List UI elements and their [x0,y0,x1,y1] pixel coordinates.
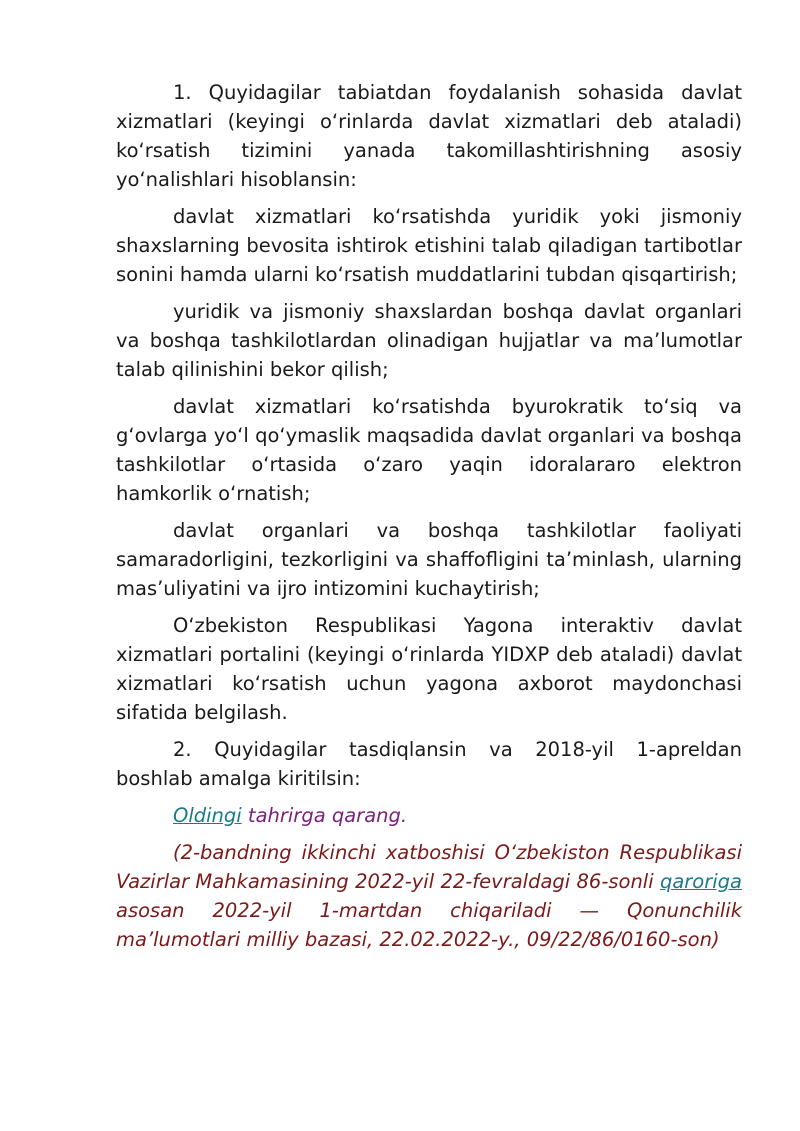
amendment-note-after: asosan 2022-yil 1-martdan chiqariladi — Qonunchilik ma’lumotlari milliy bazasi, 22.02.2022-y., 09/22/86/0160-son) [116,899,742,951]
previous-edition-note [116,801,742,830]
previous-edition-link[interactable]: Oldingi [173,804,242,827]
paragraph-4: davlat xizmatlari ko‘rsatishda byurokratik to‘siq va g‘ovlarga yo‘l qo‘ymaslik maqsadida davlat organlari va boshqa tashkilotlar o‘rtasida o‘zaro yaqin idoralararo elektron hamkorlik o‘rnatish; [116,395,742,505]
paragraph-7: 2. Quyidagilar tasdiqlansin va 2018-yil 1-apreldan boshlab amalga kiritilsin: [116,738,742,790]
paragraph-6: O‘zbekiston Respublikasi Yagona interaktiv davlat xizmatlari portalini (keyingi o‘rinlarda YIDXP deb ataladi) davlat xizmatlari ko‘rsatish uchun yagona axborot maydonchasi sifatida belgilash. [116,614,742,724]
resolution-link[interactable]: qaroriga [659,870,742,893]
amendment-note [116,838,742,954]
paragraph-2: davlat xizmatlari ko‘rsatishda yuridik yoki jismoniy shaxslarning bevosita ishtirok etishini talab qiladigan tartibotlar sonini hamda ularni ko‘rsatish muddatlarini tubdan qisqartirish; [116,205,742,286]
amendment-note-before: (2-bandning ikkinchi xatboshisi O‘zbekiston Respublikasi Vazirlar Mahkamasining 2022-yil 22-fevraldagi 86-sonli [116,841,742,893]
document-body [116,78,742,962]
previous-edition-text: tahrirga qarang. [241,804,408,827]
paragraph-1: 1. Quyidagilar tabiatdan foydalanish sohasida davlat xizmatlari (keyingi o‘rinlarda davlat xizmatlari deb ataladi) ko‘rsatish tizimini yanada takomillashtirishning asosiy yo‘nalishlari hisoblansin: [116,81,742,191]
paragraph-3: yuridik va jismoniy shaxslardan boshqa davlat organlari va boshqa tashkilotlardan olinadigan hujjatlar va ma’lumotlar talab qilinishini bekor qilish; [116,300,742,381]
paragraph-5: davlat organlari va boshqa tashkilotlar faoliyati samaradorligini, tezkorligini va shaffofligini ta’minlash, ularning mas’uliyatini va ijro intizomini kuchaytirish; [116,519,742,600]
